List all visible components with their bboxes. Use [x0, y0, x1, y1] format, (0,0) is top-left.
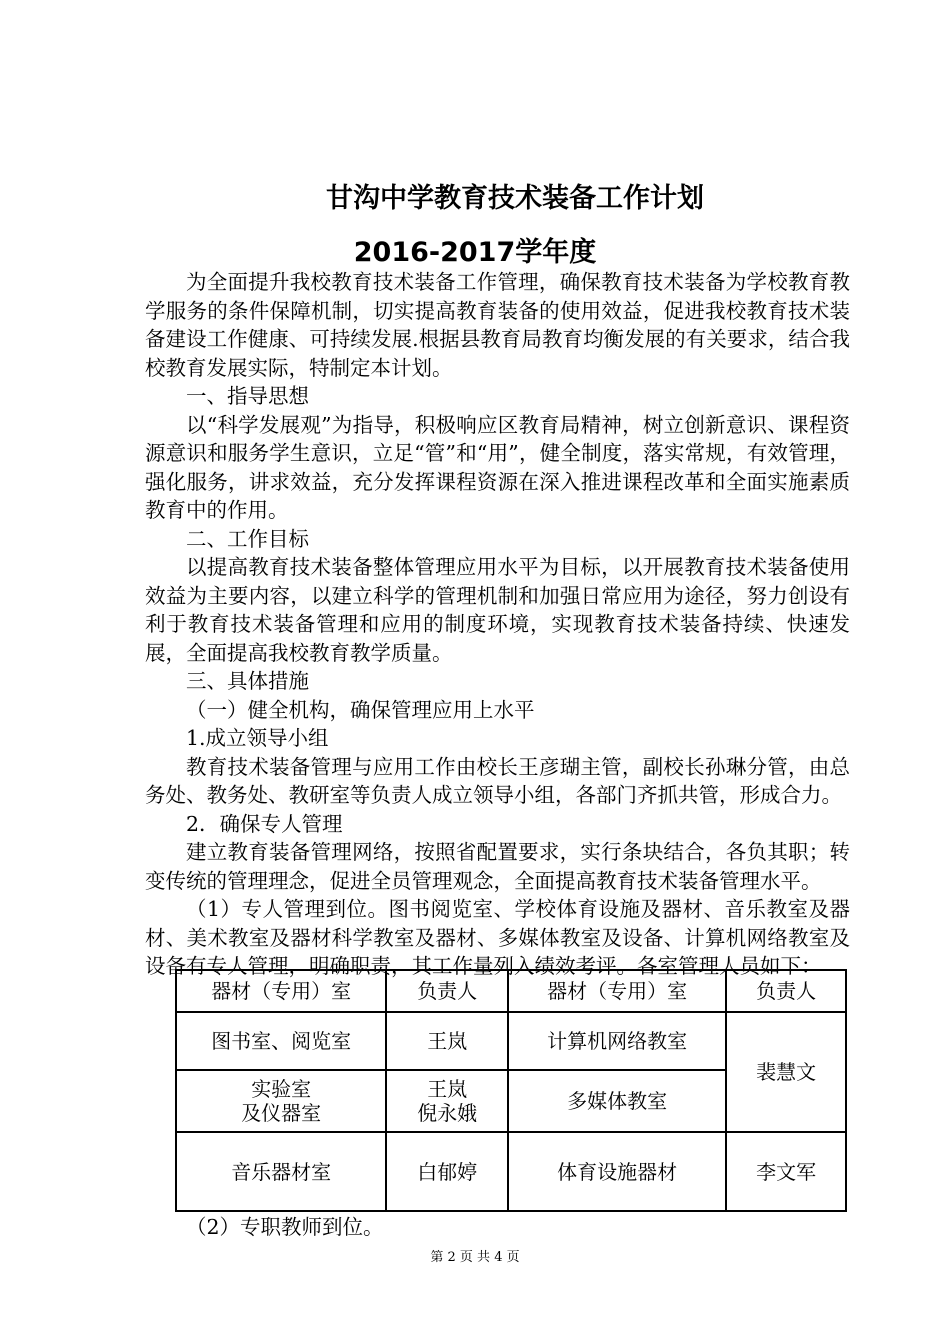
- table-header-row: [176, 970, 846, 1012]
- item-heading-leadership-group: 1.成立领导小组: [186, 726, 329, 750]
- section-heading-work-goals: 二、工作目标: [186, 526, 309, 551]
- table-row: [176, 1012, 846, 1070]
- table-header-cell: 器材（专用）室: [176, 970, 386, 1012]
- staff-in-place-paragraph: （1）专人管理到位。图书阅览室、学校体育设施及器材、音乐教室及器材、美术教室及器材科学教室及器材、多媒体教室及设备、计算机网络教室及设备有专人管理，明确职责，其工作量列入绩效考评。各室管理人员如下：: [145, 897, 850, 978]
- table-cell: 李文军: [726, 1132, 846, 1211]
- table-cell-line: 实验室: [251, 1077, 312, 1101]
- work-goals-paragraph: 以提高教育技术装备整体管理应用水平为目标，以开展教育技术装备使用效益为主要内容，以建立科学的管理机制和加强日常应用为途径，努力创设有利于教育技术装备管理和应用的制度环境，实现教育技术装备持续、快速发展，全面提高我校教育教学质量。: [145, 555, 850, 665]
- document-title: 甘沟中学教育技术装备工作计划: [326, 183, 704, 214]
- table-cell: 计算机网络教室: [508, 1012, 726, 1070]
- table-cell: 体育设施器材: [508, 1132, 726, 1211]
- document-body: [145, 268, 850, 981]
- table-row: [176, 1132, 846, 1211]
- subsection-heading-organization: （一）健全机构，确保管理应用上水平: [186, 697, 535, 722]
- table-header-cell: 器材（专用）室: [508, 970, 726, 1012]
- intro-paragraph: 为全面提升我校教育技术装备工作管理，确保教育技术装备为学校教育教学服务的条件保障机制，切实提高教育装备的使用效益，促进我校教育技术装备建设工作健康、可持续发展.根据县教育局教育均衡发展的有关要求，结合我校教育发展实际，特制定本计划。: [145, 270, 850, 380]
- page-footer: 第 2 页 共 4 页: [430, 1250, 520, 1265]
- table-header-cell: 负责人: [386, 970, 508, 1012]
- full-time-teacher-line: （2）专职教师到位。: [186, 1215, 384, 1239]
- room-manager-table: [175, 969, 847, 1212]
- leadership-group-paragraph: 教育技术装备管理与应用工作由校长王彦瑚主管，副校长孙琳分管，由总务处、教务处、教研室等负责人成立领导小组，各部门齐抓共管，形成合力。: [145, 754, 850, 807]
- section-heading-guiding-ideas: 一、指导思想: [186, 384, 309, 408]
- table-cell-line: 及仪器室: [241, 1101, 322, 1125]
- document-subtitle: 2016-2017学年度: [353, 237, 597, 268]
- table-cell: 王岚: [386, 1012, 508, 1070]
- dedicated-management-paragraph: 建立教育装备管理网络，按照省配置要求，实行条块结合，各负其职；转变传统的管理理念，促进全员管理观念，全面提高教育技术装备管理水平。: [145, 840, 850, 893]
- table-cell: 多媒体教室: [508, 1070, 726, 1132]
- item-heading-dedicated-management: 2．确保专人管理: [186, 811, 343, 836]
- table-cell: 白郁婷: [386, 1132, 508, 1211]
- table-cell: 音乐器材室: [176, 1132, 386, 1211]
- table-cell: 裴慧文: [726, 1012, 846, 1132]
- section-heading-measures: 三、具体措施: [186, 669, 309, 693]
- table-cell: [386, 1070, 508, 1132]
- table-header-cell: 负责人: [726, 970, 846, 1012]
- guiding-ideas-paragraph: 以“科学发展观”为指导，积极响应区教育局精神，树立创新意识、课程资源意识和服务学生意识，立足“管”和“用”，健全制度，落实常规，有效管理，强化服务，讲求效益，充分发挥课程资源在深入推进课程改革和全面实施素质教育中的作用。: [145, 412, 850, 522]
- table-cell-line: 倪永娥: [417, 1101, 478, 1125]
- table-cell-line: 王岚: [427, 1077, 468, 1101]
- table-cell: 图书室、阅览室: [176, 1012, 386, 1070]
- table-cell: [176, 1070, 386, 1132]
